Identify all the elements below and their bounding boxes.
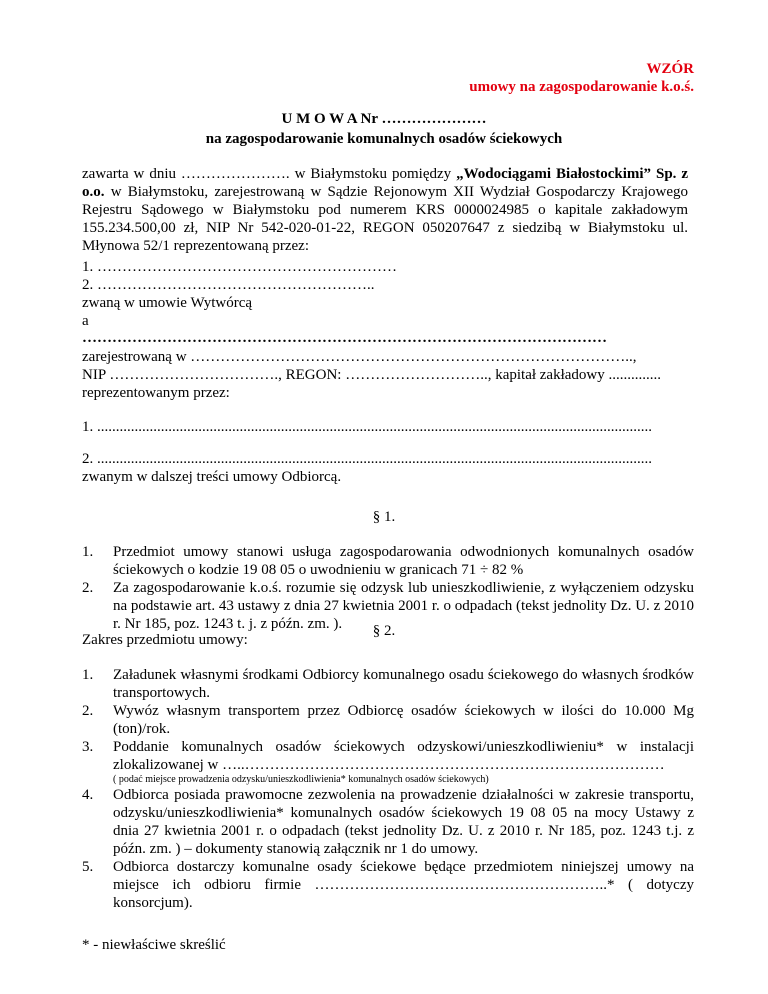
contract-title: U M O W A Nr ………………… xyxy=(281,111,487,127)
section-2-item-1: Załadunek własnymi środkami Odbiorcy komunalnego osadu ściekowego do własnych środków transportowych. xyxy=(113,667,694,701)
intro-text-start: zawarta w dniu …………………. w Białymstoku pomiędzy xyxy=(82,166,457,182)
company-name: „Wodociągami Białostockimi” Sp. z o.o. xyxy=(82,166,688,200)
section-2-list xyxy=(82,666,694,912)
party2-nip-regon: NIP ……………………………., REGON: ……………………….., kapitał zakładowy .............. xyxy=(82,367,661,383)
footnote: * - niewłaściwe skreślić xyxy=(82,937,226,953)
party2-name-blank: …………………………………………………………………………………………… xyxy=(82,330,607,346)
intro-text-end: w Białymstoku, zarejestrowaną w Sądzie Rejonowym XII Wydział Gospodarczy Krajowego Rejestru Sądowego w Białymstoku pod numerem KRS 0000024985 o kapitale zakładowym 155.234.500,00 zł, NIP Nr 542-020-01-22, REGON 050207647 z siedzibą w Białymstoku ul. Młynowa 52/1 reprezentowaną przez: xyxy=(82,184,688,254)
section-2-item-3-note: ( podać miejsce prowadzenia odzysku/unieszkodliwienia* komunalnych osadów ściekowych) xyxy=(113,774,489,785)
wzor-label: WZÓR xyxy=(646,61,694,77)
representative-1: 1. …………………………………………………… xyxy=(82,259,397,275)
producer-label: zwaną w umowie Wytwórcą xyxy=(82,295,253,311)
scope-label: Zakres przedmiotu umowy: xyxy=(82,632,248,648)
list-item: 3. Poddanie komunalnych osadów ściekowych odzyskowi/unieszkodliwieniu* w instalacji zlokalizowanej w …..………………………………………………………………………… xyxy=(82,739,694,773)
contract-subtitle: na zagospodarowanie komunalnych osadów ściekowych xyxy=(205,131,563,147)
list-item: 5. Odbiorca dostarczy komunalne osady ściekowe będące przedmiotem niniejszej umowy na miejsce ich odbioru firmie …………………………………………………..* ( dotyczy konsorcjum). xyxy=(82,859,694,911)
list-item: 4. Odbiorca posiada prawomocne zezwolenia na prowadzenie działalności w zakresie transportu, odzysku/unieszkodliwienia* komunalnych osadów ściekowych 19 08 05 na mocy Ustawy z dnia 27 kwietnia 2001 r. o odpadach (tekst jednolity Dz. U. z 2010 r. Nr 185, poz. 1243 t.j. z późn. zm. ) – dokumenty stanowią załącznik nr 1 do umowy. xyxy=(82,787,694,857)
conjunction-a: a xyxy=(82,313,89,329)
intro-paragraph xyxy=(82,165,688,255)
section-1-item-1: Przedmiot umowy stanowi usługa zagospodarowania odwodnionych komunalnych osadów ściekowych o kodzie 19 08 05 o uwodnieniu w granicach 71 ÷ 82 % xyxy=(113,544,694,578)
receiver-representative-2: 2. .................................................................................................................................................... xyxy=(82,451,652,467)
receiver-label: zwanym w dalszej treści umowy Odbiorcą. xyxy=(82,469,342,485)
party2-registered: zarejestrowaną w …………………………………………………………………………….., xyxy=(82,349,637,365)
section-2-item-5: Odbiorca dostarczy komunalne osady ściekowe będące przedmiotem niniejszej umowy na miejsce ich odbioru firmie …………………………………………………..* ( dotyczy konsorcjum). xyxy=(113,859,694,911)
section-1-list xyxy=(82,543,694,633)
receiver-representative-1: 1. .................................................................................................................................................... xyxy=(82,419,652,435)
section-1-heading: § 1. xyxy=(372,509,396,525)
section-2-item-4: Odbiorca posiada prawomocne zezwolenia na prowadzenie działalności w zakresie transportu, odzysku/unieszkodliwienia* komunalnych osadów ściekowych 19 08 05 na mocy Ustawy z dnia 27 kwietnia 2001 r. o odpadach (tekst jednolity Dz. U. z 2010 r. Nr 185, poz. 1243 t.j. z późn. zm. ) – dokumenty stanowią załącznik nr 1 do umowy. xyxy=(113,787,694,857)
list-item: 1. Załadunek własnymi środkami Odbiorcy komunalnego osadu ściekowego do własnych środków transportowych. xyxy=(82,667,694,701)
list-item: 1. Przedmiot umowy stanowi usługa zagospodarowania odwodnionych komunalnych osadów ściekowych o kodzie 19 08 05 o uwodnieniu w granicach 71 ÷ 82 % xyxy=(82,544,694,578)
section-2-heading: § 2. xyxy=(372,623,396,639)
section-2-item-2: Wywóz własnym transportem przez Odbiorcę osadów ściekowych w ilości do 10.000 Mg (ton)/rok. xyxy=(113,703,694,737)
section-2-item-3: Poddanie komunalnych osadów ściekowych odzyskowi/unieszkodliwieniu* w instalacji zlokalizowanej w …..………………………………………………………………………… xyxy=(113,739,694,773)
list-item: 2. Za zagospodarowanie k.o.ś. rozumie się odzysk lub unieszkodliwienie, z wyłączeniem odzysku na podstawie art. 43 ustawy z dnia 27 kwietnia 2001 r. o odpadach (tekst jednolity Dz. U. z 2010 r. Nr 185, poz. 1243 t. j. z późn. zm. ). xyxy=(82,580,694,632)
representative-2: 2. ……………………………………………….. xyxy=(82,277,375,293)
party2-represented: reprezentowanym przez: xyxy=(82,385,230,401)
list-item: 2. Wywóz własnym transportem przez Odbiorcę osadów ściekowych w ilości do 10.000 Mg (ton)/rok. xyxy=(82,703,694,737)
template-header xyxy=(469,60,694,96)
wzor-subtitle: umowy na zagospodarowanie k.o.ś. xyxy=(469,79,694,95)
section-1-item-2: Za zagospodarowanie k.o.ś. rozumie się odzysk lub unieszkodliwienie, z wyłączeniem odzysku na podstawie art. 43 ustawy z dnia 27 kwietnia 2001 r. o odpadach (tekst jednolity Dz. U. z 2010 r. Nr 185, poz. 1243 t. j. z późn. zm. ). xyxy=(113,580,694,632)
